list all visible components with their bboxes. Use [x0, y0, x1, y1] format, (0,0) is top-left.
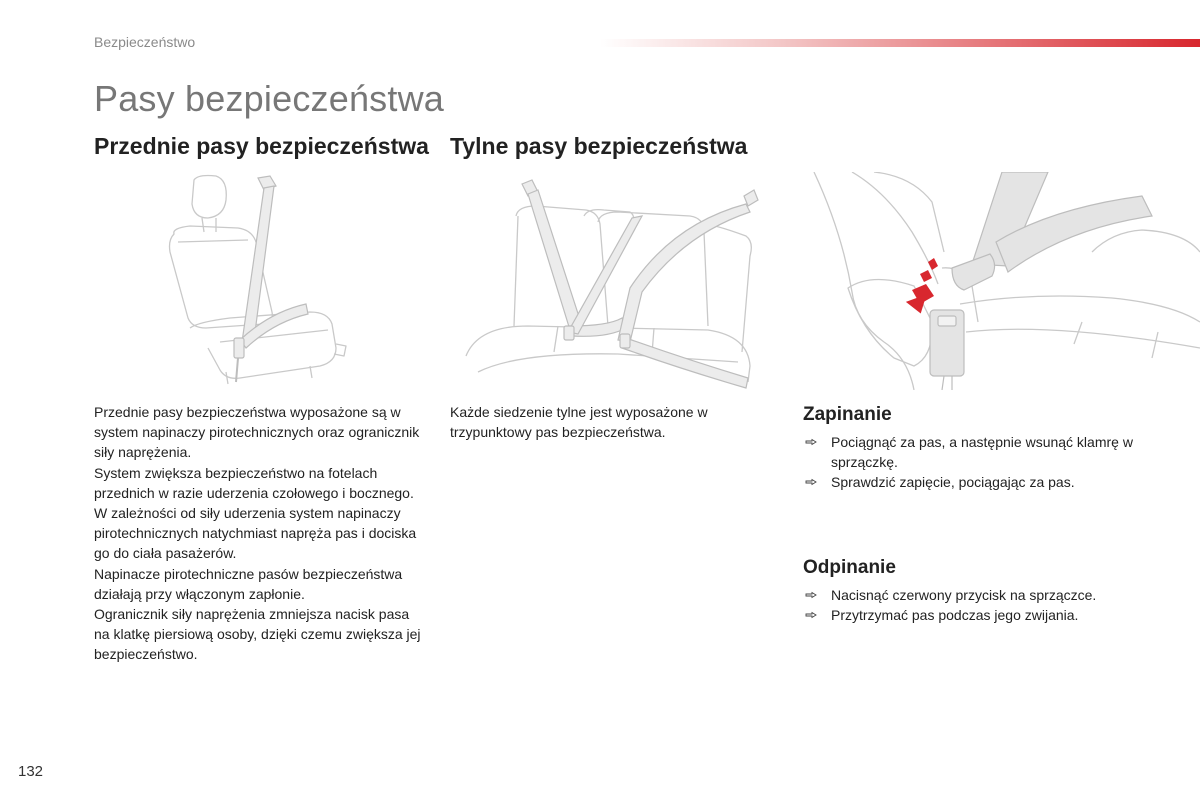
rear-bench-illustration	[458, 176, 764, 390]
list-item	[803, 585, 1163, 605]
section-label: Bezpieczeństwo	[94, 34, 196, 50]
page-number: 132	[18, 763, 44, 780]
pointing-hand-icon	[805, 436, 817, 448]
page-title: Pasy bezpieczeństwa	[94, 78, 444, 119]
fastening-heading: Zapinanie	[803, 404, 892, 425]
fastening-steps	[803, 432, 1163, 493]
header-accent-bar	[600, 39, 1200, 47]
front-paragraph: Przednie pasy bezpieczeństwa wyposażone są w system napinaczy pirotechnicznych oraz ogranicznik siły naprężenia.	[94, 404, 420, 461]
rear-belts-heading: Tylne pasy bezpieczeństwa	[450, 133, 748, 159]
rear-belts-description	[450, 402, 750, 442]
front-paragraph: Ogranicznik siły naprężenia zmniejsza nacisk pasa na klatkę piersiową osoby, dzięki czemu zwiększa jej bezpieczeństwo.	[94, 606, 421, 663]
front-paragraph: System zwiększa bezpieczeństwo na fotelach przednich w razie uderzenia czołowego i bocznego. W zależności od siły uderzenia system napinaczy pirotechnicznych natychmiast napręża pas i dociska go do ciała pasażerów.	[94, 464, 417, 562]
unfastening-heading: Odpinanie	[803, 557, 896, 578]
list-item	[803, 472, 1163, 492]
pointing-hand-icon	[805, 609, 817, 621]
list-item	[803, 605, 1163, 625]
rear-paragraph: Każde siedzenie tylne jest wyposażone w trzypunktowy pas bezpieczeństwa.	[450, 404, 708, 441]
front-belts-heading: Przednie pasy bezpieczeństwa	[94, 133, 429, 159]
unfastening-steps	[803, 585, 1163, 625]
front-seat-illustration	[160, 172, 360, 387]
front-paragraph: Napinacze pirotechniczne pasów bezpieczeństwa działają przy włączonym zapłonie.	[94, 565, 403, 602]
step-text: Nacisnąć czerwony przycisk na sprzączce.	[831, 587, 1097, 603]
front-belts-description	[94, 402, 424, 665]
step-text: Pociągnąć za pas, a następnie wsunąć klamrę w sprzączkę.	[831, 434, 1133, 471]
step-text: Przytrzymać pas podczas jego zwijania.	[831, 607, 1079, 624]
step-text: Sprawdzić zapięcie, pociągając za pas.	[831, 474, 1075, 491]
buckle-illustration	[812, 172, 1200, 390]
list-item	[803, 432, 1163, 472]
pointing-hand-icon	[805, 476, 817, 488]
pointing-hand-icon	[805, 589, 817, 601]
